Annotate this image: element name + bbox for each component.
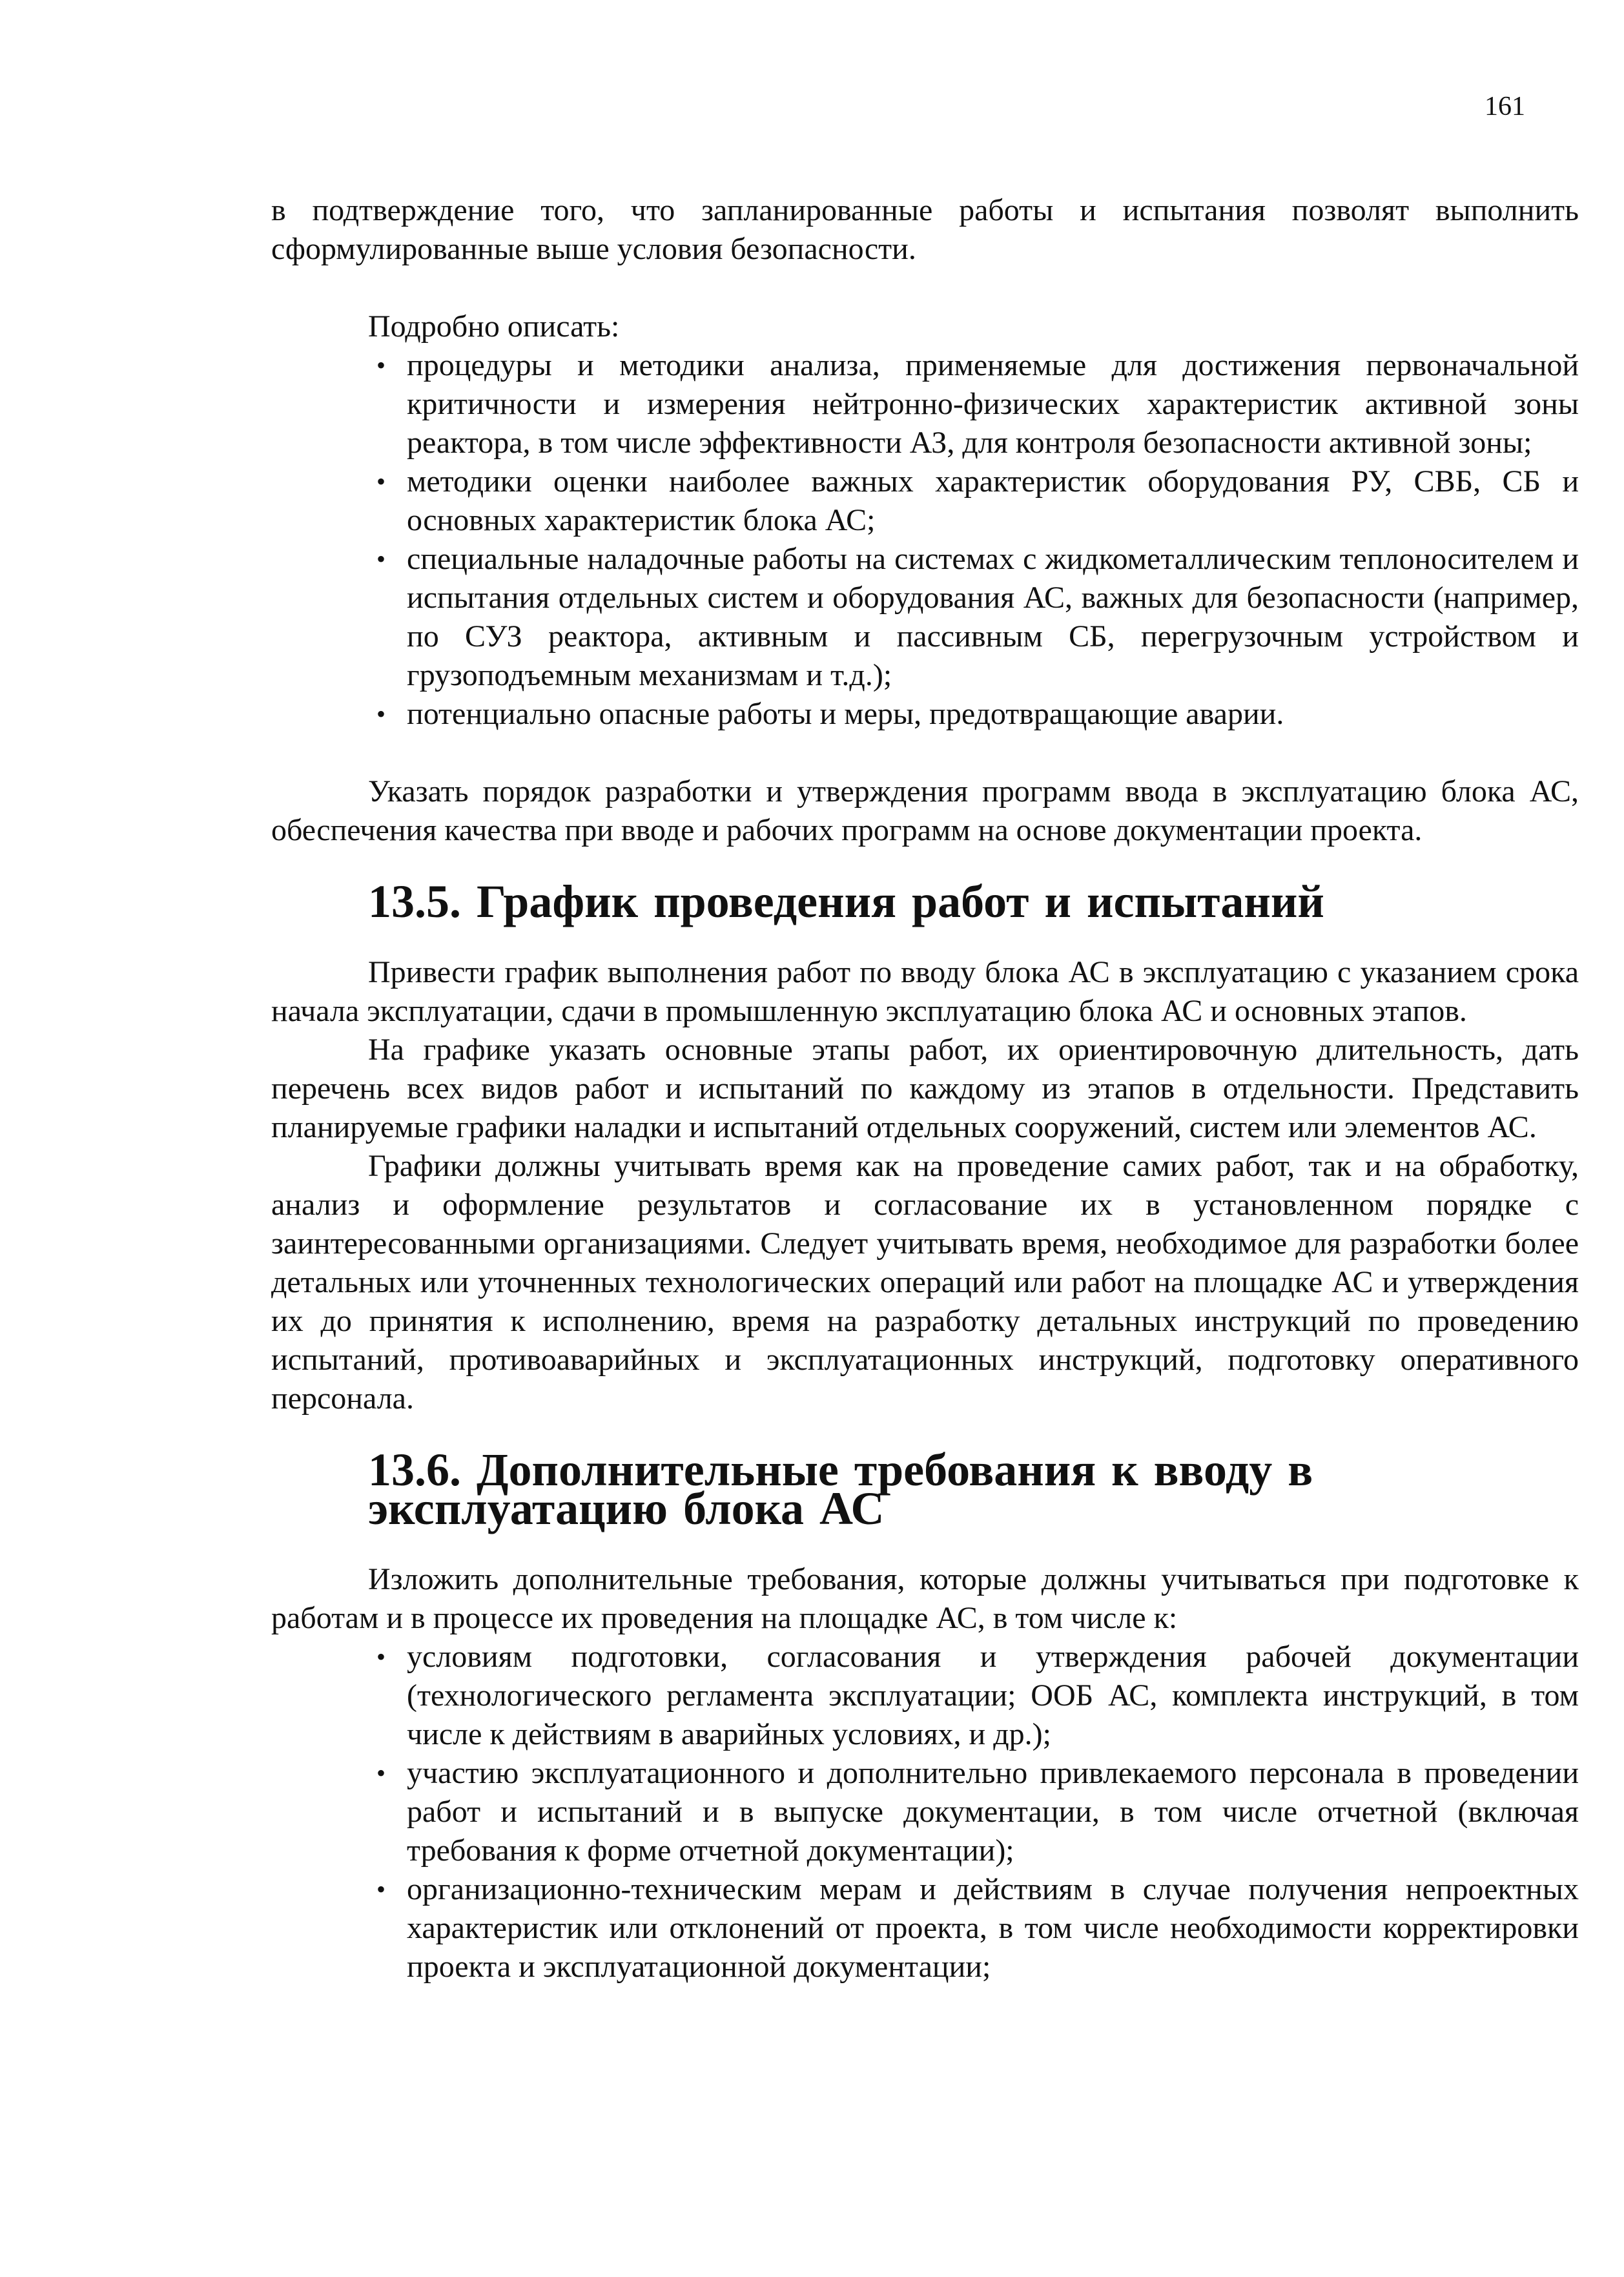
bullet-icon: • — [376, 1875, 385, 1904]
bullet-icon: • — [376, 1758, 385, 1788]
list-item — [376, 1870, 1579, 1986]
list-item — [376, 540, 1579, 695]
bullet-icon: • — [376, 467, 385, 496]
paragraph-schedule: Привести график выполнения работ по вводу блока АС в эксплуатацию с указанием срока начала эксплуатации, сдачи в промышленную эксплуатацию блока АС и основных этапов. — [271, 955, 1579, 1028]
list-item — [376, 695, 1579, 734]
list-item-text: потенциально опасные работы и меры, предотвращающие аварии. — [407, 697, 1284, 731]
list-item — [376, 1638, 1579, 1754]
paragraph-continuation: в подтверждение того, что запланированные работы и испытания позволят выполнить сформулированные выше условия безопасности. — [271, 193, 1579, 266]
section-heading-13-6: 13.6. Дополнительные требования к вводу в эксплуатацию блока АС — [368, 1444, 1313, 1534]
list-item-text: условиям подготовки, согласования и утверждения рабочей документации (технологического регламента эксплуатации; ООБ АС, комплекта инструкций, в том числе к действиям в аварийных условиях, и др.); — [407, 1640, 1579, 1751]
paragraph-program-order: Указать порядок разработки и утверждения программ ввода в эксплуатацию блока АС, обеспечения качества при вводе и рабочих программ на основе документации проекта. — [271, 774, 1579, 847]
bullet-list-requirements — [271, 1638, 1579, 1986]
bullet-list-describe — [271, 346, 1579, 734]
bullet-icon: • — [376, 699, 385, 728]
list-item-text: специальные наладочные работы на системах с жидкометаллическим теплоносителем и испытания отдельных систем и оборудования АС, важных для безопасности (например, по СУЗ реактора, активным и пассивным СБ, перегрузочным устройством и грузоподъемным механизмам и т.д.); — [407, 542, 1579, 692]
paragraph-describe-intro: Подробно описать: — [368, 309, 620, 344]
list-item-text: методики оценки наиболее важных характеристик оборудования РУ, СВБ, СБ и основных характеристик блока АС; — [407, 464, 1579, 537]
list-item-text: участию эксплуатационного и дополнительно привлекаемого персонала в проведении работ и испытаний и в выпуске документации, в том числе отчетной (включая требования к форме отчетной документации); — [407, 1756, 1579, 1868]
section-heading-13-5: 13.5. График проведения работ и испытаний — [368, 876, 1324, 927]
list-item — [376, 462, 1579, 540]
spacer — [271, 734, 1579, 772]
paragraph-additional-requirements: Изложить дополнительные требования, которые должны учитываться при подготовке к работам и в процессе их проведения на площадке АС, в том числе к: — [271, 1562, 1579, 1635]
bullet-icon: • — [376, 351, 385, 380]
bullet-icon: • — [376, 1642, 385, 1671]
page-number: 161 — [1485, 92, 1525, 121]
list-item — [376, 346, 1579, 462]
document-body — [271, 191, 1579, 1986]
spacer — [271, 269, 1579, 307]
bullet-icon: • — [376, 544, 385, 573]
list-item-text: организационно-техническим мерам и действиям в случае получения непроектных характеристик или отклонений от проекта, в том числе необходимости корректировки проекта и эксплуатационной документации; — [407, 1872, 1579, 1984]
list-item — [376, 1754, 1579, 1870]
paragraph-schedule-time: Графики должны учитывать время как на проведение самих работ, так и на обработку, анализ и оформление результатов и согласование их в установленном порядке с заинтересованными организациями. Следует учитывать время, необходимое для разработки более детальных или уточненных технологических операций или работ на площадке АС и утверждения их до принятия к исполнению, время на разработку детальных инструкций по проведению испытаний, противоаварийных и эксплуатационных инструкций, подготовку оперативного персонала. — [271, 1149, 1579, 1416]
paragraph-schedule-stages: На графике указать основные этапы работ, их ориентировочную длительность, дать перечень всех видов работ и испытаний по каждому из этапов в отдельности. Представить планируемые графики наладки и испытаний отдельных сооружений, систем или элементов АС. — [271, 1033, 1579, 1144]
list-item-text: процедуры и методики анализа, применяемые для достижения первоначальной критичности и измерения нейтронно-физических характеристик активной зоны реактора, в том числе эффективности АЗ, для контроля безопасности активной зоны; — [407, 348, 1579, 460]
